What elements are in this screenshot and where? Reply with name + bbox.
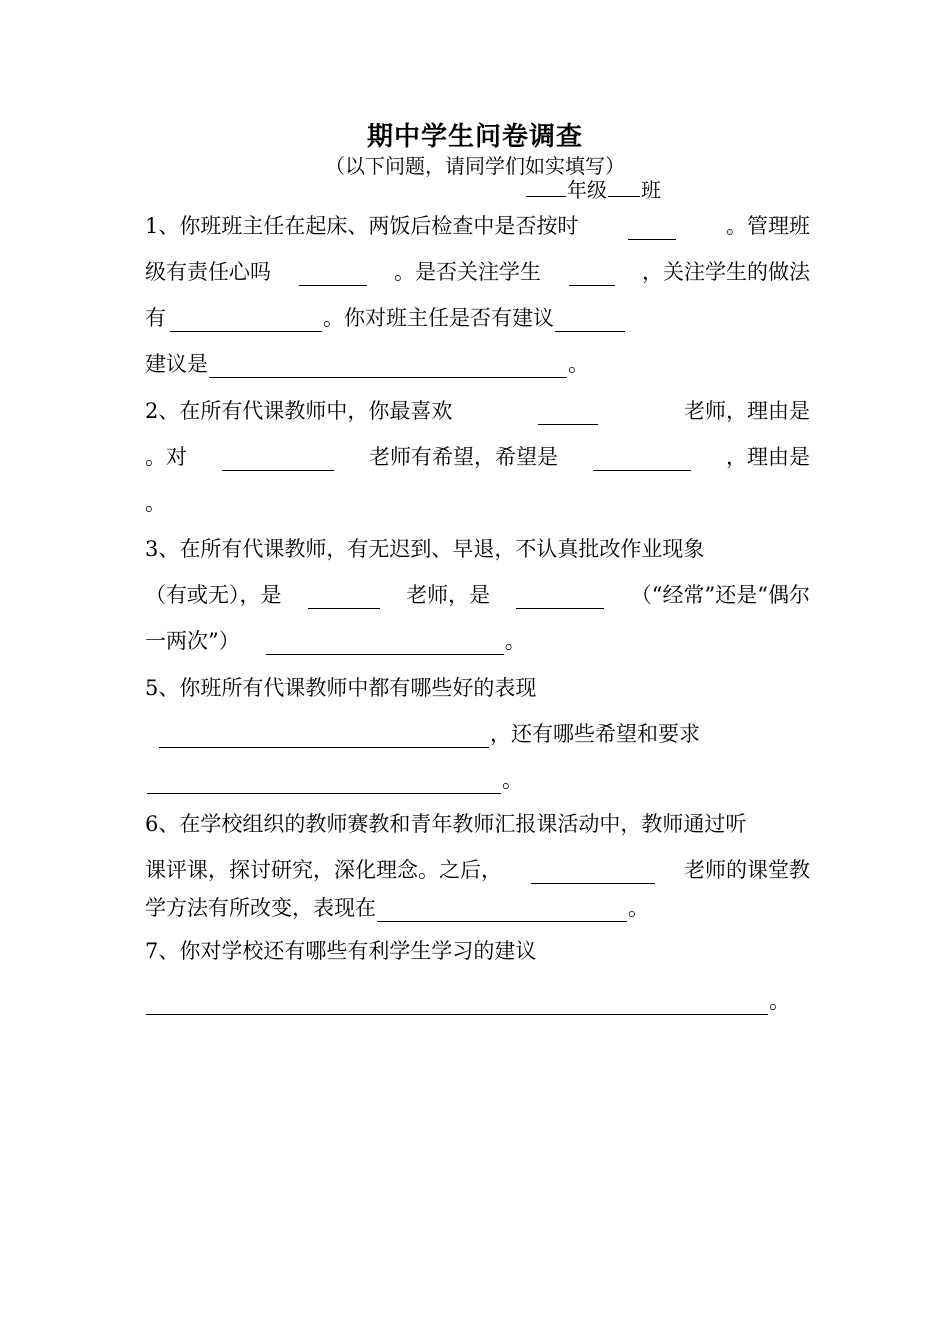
q1-text-h: 建议是 [145, 352, 208, 376]
grade-blank[interactable] [526, 176, 566, 197]
grade-class-line [525, 176, 661, 203]
q3-blank-frequency[interactable] [516, 582, 604, 609]
q6-blank-manifestation[interactable] [377, 895, 627, 922]
grade-label: 年级 [567, 178, 607, 202]
q3-blank-teacher[interactable] [308, 582, 380, 609]
q2-text-a: 2、在所有代课教师中，你最喜欢 [145, 399, 453, 423]
q3-text-b: （有或无），是 [145, 583, 282, 607]
q5-line-1 [145, 665, 810, 711]
page-title: 期中学生问卷调查 [366, 122, 583, 152]
q7-text-b: 。 [769, 989, 790, 1013]
q3-line-1 [145, 526, 810, 572]
q6-text-a: 6、在学校组织的教师赛教和青年教师汇报课活动中，教师通过听 [145, 812, 747, 836]
q5-line-3 [145, 757, 810, 803]
q1-line-1 [145, 203, 810, 249]
q6-text-c: 老师的课堂教 [684, 858, 810, 882]
q1-blank-responsibility[interactable] [299, 259, 367, 286]
q7-blank-suggestion[interactable] [146, 988, 768, 1015]
q6-text-d: 学方法有所改变，表现在 [145, 896, 376, 920]
q2-line-1 [145, 388, 810, 434]
q5-line-2 [145, 711, 810, 757]
q2-line-2 [145, 434, 810, 480]
page-subtitle: （以下问题，请同学们如实填写） [325, 154, 625, 178]
q2-text-e: ，理由是 [726, 445, 810, 469]
q1-blank-on-time[interactable] [628, 213, 676, 240]
q2-blank-teacher[interactable] [222, 444, 334, 471]
q1-blank-attention[interactable] [569, 259, 615, 286]
q2-text-b: 老师，理由是 [684, 399, 810, 423]
q3-text-e: 一两次”） [145, 629, 240, 653]
q6-line-1 [145, 801, 810, 847]
q5-text-c: 。 [502, 768, 523, 792]
q1-text-i: 。 [568, 352, 589, 376]
q1-line-4 [145, 341, 810, 387]
q3-text-d: （“经常”还是“偶尔 [630, 583, 810, 607]
q6-text-e: 。 [628, 896, 649, 920]
q5-blank-requests[interactable] [147, 767, 501, 794]
q1-line-2 [145, 249, 810, 295]
q6-line-3 [145, 885, 810, 931]
q7-line-1 [145, 928, 810, 974]
q1-blank-has-suggestion[interactable] [555, 305, 625, 332]
q2-blank-favorite-teacher[interactable] [538, 398, 598, 425]
q1-text-a: 1、你班班主任在起床、两饭后检查中是否按时 [145, 214, 579, 238]
q1-text-b: 。管理班 [725, 214, 810, 238]
class-blank[interactable] [608, 176, 640, 197]
q1-text-g: 。你对班主任是否有建议 [323, 306, 554, 330]
q2-text-c: 。对 [145, 445, 187, 469]
q1-text-c: 级有责任心吗 [145, 260, 271, 284]
q2-blank-hope[interactable] [593, 444, 691, 471]
q5-blank-good-performance[interactable] [159, 721, 489, 748]
q3-blank-answer[interactable] [266, 628, 504, 655]
q3-text-a: 3、在所有代课教师，有无迟到、早退，不认真批改作业现象 [145, 537, 705, 561]
q1-line-3 [145, 295, 810, 341]
q2-text-d: 老师有希望，希望是 [369, 445, 558, 469]
q2-text-f: 。 [145, 491, 166, 515]
q7-text-a: 7、你对学校还有哪些有利学生学习的建议 [145, 939, 537, 963]
class-label: 班 [641, 178, 661, 202]
q1-text-d: 。是否关注学生 [394, 260, 541, 284]
q1-blank-method[interactable] [170, 305, 322, 332]
q3-text-f: 。 [504, 629, 526, 653]
q6-blank-teacher[interactable] [531, 857, 655, 884]
q2-line-3 [145, 480, 810, 526]
q5-text-b: ，还有哪些希望和要求 [490, 722, 700, 746]
q5-text-a: 5、你班所有代课教师中都有哪些好的表现 [145, 676, 537, 700]
q6-text-b: 课评课，探讨研究，深化理念。之后， [145, 858, 502, 882]
q3-line-2 [145, 572, 810, 618]
q3-line-3 [145, 618, 810, 664]
q1-text-f: 有 [145, 306, 166, 330]
q7-line-2 [145, 978, 845, 1024]
q1-text-e: ，关注学生的做法 [642, 260, 810, 284]
q3-text-c: 老师，是 [406, 583, 491, 607]
q1-blank-suggestion[interactable] [209, 351, 567, 378]
